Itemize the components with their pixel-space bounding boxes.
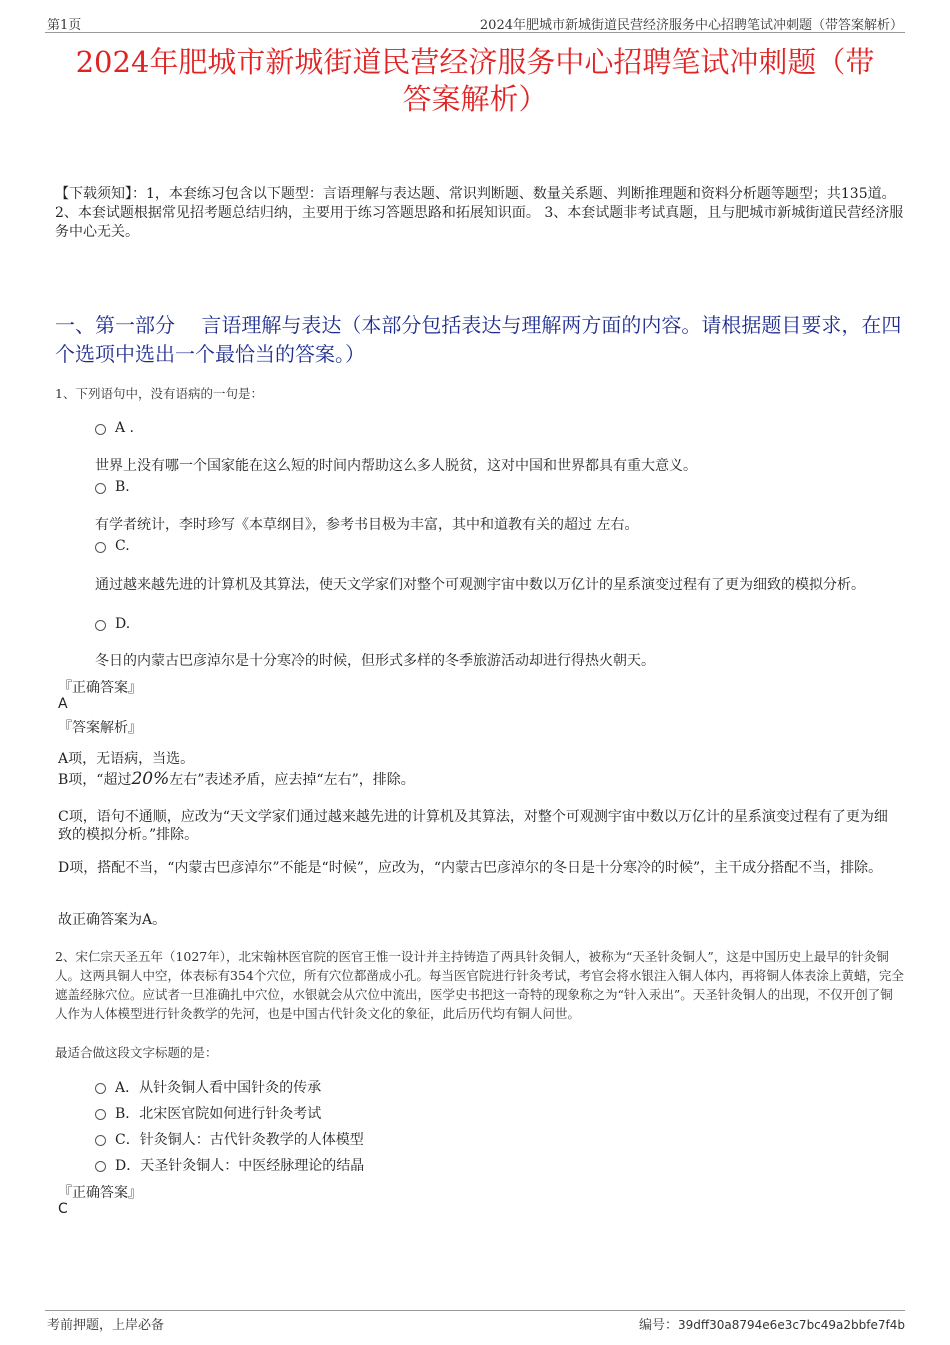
q2-answer-label: 『正确答案』 xyxy=(58,1185,142,1201)
q1-option-b-text: 有学者统计，李时珍写《本草纲目》，参考书目极为丰富，其中和道教有关的超过 左右。 xyxy=(95,517,639,533)
header-doc-title: 2024年肥城市新城街道民营经济服务中心招聘笔试冲刺题（带答案解析） xyxy=(479,18,903,33)
footer-divider xyxy=(45,1310,905,1311)
option-text: B．北宋医官院如何进行针灸考试 xyxy=(115,1106,322,1122)
q1-option-b[interactable] xyxy=(95,479,130,495)
radio-icon[interactable] xyxy=(95,542,106,553)
option-text: D．天圣针灸铜人：中医经脉理论的结晶 xyxy=(115,1158,365,1174)
title-line-1: 2024年肥城市新城街道民营经济服务中心招聘笔试冲刺题（带 xyxy=(75,45,875,79)
download-notice: 【下载须知】：1，本套练习包含以下题型：言语理解与表达题、常识判断题、数量关系题、判断推理题和资料分析题等题型；共135道。 2、本套试题根据常见招考题总结归纳，主要用于练习答题思路和拓展知识面。 3、本套试题非考试真题，且与肥城市新城街道民营经济服务中心无关。 xyxy=(55,186,904,240)
title-line-2: 答案解析） xyxy=(402,82,548,116)
option-label: A . xyxy=(115,420,135,436)
option-text: C．针灸铜人：古代针灸教学的人体模型 xyxy=(115,1132,364,1148)
q1-conclusion: 故正确答案为A。 xyxy=(58,912,167,928)
option-label: B. xyxy=(115,479,130,495)
q1-analysis-c: C项，语句不通顺，应改为“天文学家们通过越来越先进的计算机及其算法，对整个可观测宇宙中数以万亿计的星系演变过程有了更为细致的模拟分析。”排除。 xyxy=(58,809,888,843)
math-percent: 20% xyxy=(131,769,170,789)
analysis-b-suffix: 左右”表述矛盾，应去掉“左右”，排除。 xyxy=(169,772,415,788)
page-number: 第1页 xyxy=(47,18,82,33)
footer-code-label: 编号： xyxy=(638,1318,678,1333)
q2-option-a[interactable] xyxy=(95,1077,321,1097)
q1-answer-label: 『正确答案』 xyxy=(58,680,142,696)
q1-analysis-a: A项，无语病，当选。 xyxy=(58,751,195,767)
q1-analysis-d: D项，搭配不当，“内蒙古巴彦淖尔”不能是“时候”，应改为，“内蒙古巴彦淖尔的冬日是十分寒冷的时候”，主干成分搭配不当，排除。 xyxy=(58,860,883,876)
header-divider xyxy=(45,32,905,33)
radio-icon[interactable] xyxy=(95,424,106,435)
q2-answer: C xyxy=(58,1201,68,1217)
q1-analysis-b xyxy=(58,770,898,789)
option-label: C. xyxy=(115,538,130,554)
option-text: A．从针灸铜人看中国针灸的传承 xyxy=(115,1080,322,1096)
radio-icon[interactable] xyxy=(95,1109,106,1120)
q1-option-a-text: 世界上没有哪一个国家能在这么短的时间内帮助这么多人脱贫，这对中国和世界都具有重大意义。 xyxy=(95,458,697,474)
radio-icon[interactable] xyxy=(95,1083,106,1094)
q1-option-c-text: 通过越来越先进的计算机及其算法，使天文学家们对整个可观测宇宙中数以万亿计的星系演变过程有了更为细致的模拟分析。 xyxy=(95,577,865,593)
q2-option-b[interactable] xyxy=(95,1103,321,1123)
radio-icon[interactable] xyxy=(95,620,106,631)
radio-icon[interactable] xyxy=(95,483,106,494)
q2-option-d[interactable] xyxy=(95,1155,364,1175)
section-heading: 一、第一部分 言语理解与表达（本部分包括表达与理解两方面的内容。请根据题目要求，在四个选项中选出一个最恰当的答案。） xyxy=(55,313,902,366)
q1-option-c[interactable] xyxy=(95,538,130,554)
q1-answer: A xyxy=(58,696,68,712)
analysis-b-prefix: B项，“超过 xyxy=(58,772,132,788)
question-2-stem: 最适合做这段文字标题的是： xyxy=(55,1045,218,1060)
footer-slogan: 考前押题，上岸必备 xyxy=(47,1318,165,1333)
footer-code xyxy=(639,1314,905,1333)
radio-icon[interactable] xyxy=(95,1161,106,1172)
q1-option-d-text: 冬日的内蒙古巴彦淖尔是十分寒冷的时候，但形式多样的冬季旅游活动却进行得热火朝天。 xyxy=(95,653,655,669)
q1-option-a[interactable] xyxy=(95,420,134,436)
radio-icon[interactable] xyxy=(95,1135,106,1146)
option-label: D. xyxy=(115,616,131,632)
q1-analysis-label: 『答案解析』 xyxy=(58,720,142,736)
question-1-stem: 1、下列语句中，没有语病的一句是： xyxy=(55,386,263,401)
footer-code-value: 39dff30a8794e6e3c7bc49a2bbfe7f4b xyxy=(677,1318,905,1332)
q2-option-c[interactable] xyxy=(95,1129,364,1149)
question-2-passage: 2、宋仁宗天圣五年（1027年），北宋翰林医官院的医官王惟一设计并主持铸造了两具针灸铜人，被称为“天圣针灸铜人”，这是中国历史上最早的针灸铜人。这两具铜人中空，体表标有354个穴位，所有穴位都凿成小孔。每当医官院进行针灸考试，考官会将水银注入铜人体内，再将铜人体表涂上黄蜡，完全遮盖经脉穴位。应试者一旦准确扎中穴位，水银就会从穴位中流出，医学史书把这一奇特的现象称之为“针入汞出”。天圣针灸铜人的出现，不仅开创了铜人作为人体模型进行针灸教学的先河，也是中国古代针灸文化的象征，此后历代均有铜人问世。 xyxy=(55,949,904,1021)
page-title xyxy=(40,44,910,118)
q1-option-d[interactable] xyxy=(95,616,130,632)
